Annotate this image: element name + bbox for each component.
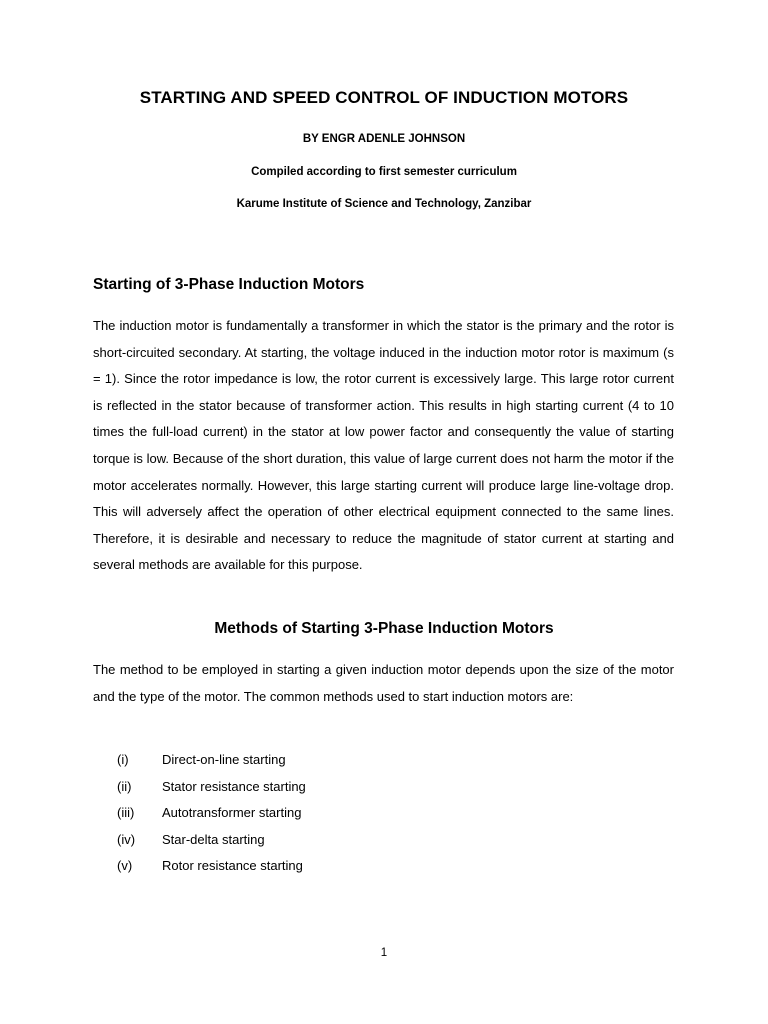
section-paragraph: The induction motor is fundamentally a transformer in which the stator is the primary and the rotor is short-circuited secondary. At starting, the voltage induced in the induction motor rotor is maximum (s = 1). Since the rotor impedance is low, the rotor current is excessively large. This large rotor current is reflected in the stator because of transformer action. This results in high starting current (4 to 10 times the full-load current) in the stator at low power factor and consequently the value of starting torque is low. Because of the short duration, this value of large current does not harm the motor if the motor accelerates normally. However, this large starting current will produce large line-voltage drop. This will adversely affect the operation of other electrical equipment connected to the same lines. Therefore, it is desirable and necessary to reduce the magnitude of stator current at starting and several methods are available for this purpose. xyxy=(93,318,674,573)
list-numeral: (i) xyxy=(117,752,129,767)
institute-name: Karume Institute of Science and Technology, Zanzibar xyxy=(236,198,532,210)
list-item xyxy=(117,827,306,854)
list-item xyxy=(117,747,306,774)
page-number: 1 xyxy=(380,947,388,959)
document-title: STARTING AND SPEED CONTROL OF INDUCTION MOTORS xyxy=(139,88,629,107)
list-numeral: (ii) xyxy=(117,778,132,794)
list-numeral: (iv) xyxy=(117,831,136,847)
list-numeral: (v) xyxy=(117,858,133,874)
section-heading: Starting of 3-Phase Induction Motors xyxy=(93,276,365,293)
list-numeral: (iii) xyxy=(117,805,135,821)
list-item-text: Stator resistance starting xyxy=(162,778,306,794)
author-line: BY ENGR ADENLE JOHNSON xyxy=(302,133,466,145)
list-item-text: Autotransformer starting xyxy=(162,805,302,821)
list-item xyxy=(117,853,306,880)
list-item xyxy=(117,800,306,827)
list-item xyxy=(117,774,306,801)
methods-intro: The method to be employed in starting a given induction motor depends upon the size of the motor and the type of the motor. The common methods used to start induction motors are: xyxy=(93,662,674,704)
compiled-note: Compiled according to first semester curriculum xyxy=(251,166,517,178)
list-item-text: Star-delta starting xyxy=(162,831,265,847)
methods-heading: Methods of Starting 3-Phase Induction Motors xyxy=(214,620,554,637)
list-item-text: Rotor resistance starting xyxy=(162,858,303,874)
methods-list xyxy=(117,747,306,880)
list-item-text: Direct-on-line starting xyxy=(162,752,286,767)
